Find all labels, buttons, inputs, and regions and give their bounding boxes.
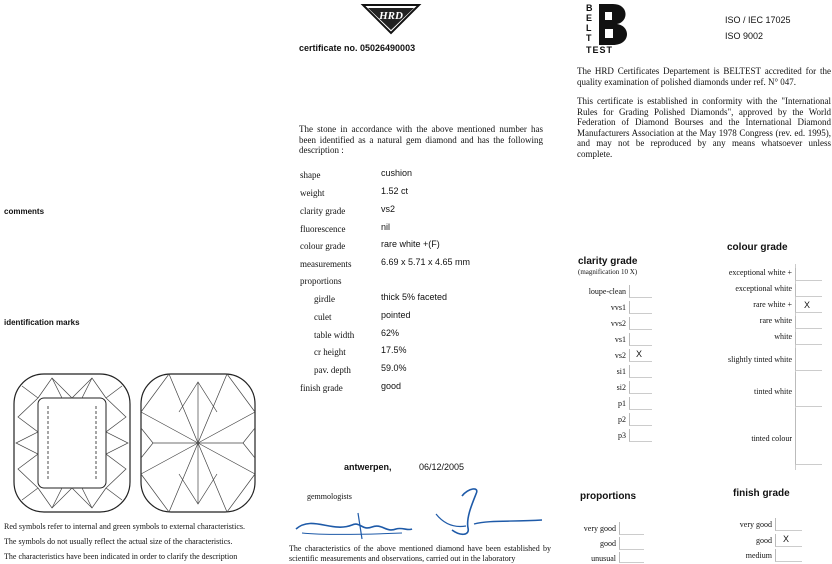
clarity-vvs2: vvs2 — [610, 319, 626, 328]
proportions-label: proportions — [300, 276, 342, 286]
beltest-e: E — [586, 13, 593, 23]
clarity-vs1: vs1 — [614, 335, 626, 344]
iso-17025: ISO / IEC 17025 — [725, 15, 791, 25]
colour-exceptional-white: exceptional white — [735, 284, 792, 293]
colour-label: colour grade — [300, 241, 346, 251]
finish-good: good — [756, 536, 772, 545]
clarity-p3: p3 — [618, 431, 626, 440]
proportions-very-good: very good — [583, 524, 616, 533]
colour-rare-white: rare white — [759, 316, 792, 325]
clarity-grade-title: clarity grade — [578, 256, 638, 267]
beltest-b: B — [586, 3, 593, 13]
crown-height-value: 17.5% — [381, 345, 407, 355]
finish-mark: X — [783, 534, 790, 544]
culet-value: pointed — [381, 310, 411, 320]
colour-box — [795, 372, 822, 407]
fluorescence-label: fluorescence — [300, 224, 346, 234]
iso-9002: ISO 9002 — [725, 31, 764, 41]
colour-box — [795, 332, 822, 345]
colour-box — [795, 348, 822, 371]
table-width-label: table width — [314, 330, 355, 340]
pavilion-depth-label: pav. depth — [314, 365, 351, 375]
place: antwerpen, — [344, 462, 392, 472]
date: 06/12/2005 — [419, 462, 465, 472]
colour-exceptional-white-plus: exceptional white + — [728, 268, 792, 277]
clarity-box — [629, 413, 652, 426]
clarity-vs2: vs2 — [614, 351, 626, 360]
proportions-unusual: unusual — [591, 554, 616, 563]
note-line-3: The characteristics have been indicated in order to clarify the description — [4, 552, 238, 561]
clarity-box — [629, 285, 652, 298]
clarity-mark: X — [636, 349, 643, 359]
proportions-box — [619, 522, 644, 535]
certificate-number: certificate no. 05026490003 — [299, 43, 416, 53]
conformity-paragraph: This certificate is established in conformity with the "International Rules for Grading Polished Diamonds", approved by the World Federation of Diamond Bourses and the International Diamond Manufacturers Association at the May 1978 Congress (rev. ed. 1995), and may not be reproduced by any means whatsoever unless complete. — [577, 96, 831, 159]
signature-1 — [292, 505, 414, 545]
clarity-si1: si1 — [616, 367, 626, 376]
measurements-label: measurements — [300, 259, 352, 269]
colour-mark: X — [804, 300, 811, 310]
finish-grade-value: good — [381, 381, 402, 391]
clarity-box — [629, 381, 652, 394]
colour-white: white — [774, 332, 792, 341]
clarity-vvs1: vvs1 — [610, 303, 626, 312]
clarity-box — [629, 317, 652, 330]
identification-marks-label: identification marks — [4, 318, 80, 327]
table-width-value: 62% — [381, 328, 400, 338]
clarity-box — [629, 301, 652, 314]
finish-box — [775, 549, 802, 562]
colour-rare-white-plus: rare white + — [753, 300, 792, 309]
culet-label: culet — [314, 312, 332, 322]
pavilion-diagram — [139, 372, 257, 514]
proportions-good: good — [600, 539, 616, 548]
clarity-p1: p1 — [618, 399, 626, 408]
clarity-box — [629, 397, 652, 410]
signature-2 — [430, 484, 546, 542]
colour-box — [795, 268, 822, 281]
weight-label: weight — [300, 188, 325, 198]
measurements-value: 6.69 x 5.71 x 4.65 mm — [381, 257, 471, 267]
clarity-box — [629, 333, 652, 346]
footer-paragraph: The characteristics of the above mentioned diamond have been established by scientific measurements and observations, carried out in the laboratory — [289, 544, 551, 563]
beltest-t: T — [586, 33, 592, 43]
note-line-2: The symbols do not usually reflect the actual size of the characteristics. — [4, 537, 233, 546]
accreditation-paragraph: The HRD Certificates Departement is BELTEST accredited for the quality examination of polished diamonds under ref. N° 047. — [577, 66, 831, 87]
clarity-label: clarity grade — [300, 206, 346, 216]
shape-value: cushion — [381, 168, 413, 178]
fluorescence-value: nil — [381, 222, 391, 232]
colour-tinted-colour: tinted colour — [751, 434, 792, 443]
hrd-logo — [360, 2, 422, 36]
weight-value: 1.52 ct — [381, 186, 409, 196]
proportions-box — [619, 537, 644, 550]
finish-grade-title: finish grade — [733, 488, 790, 499]
beltest-logo — [583, 3, 633, 55]
comments-label: comments — [4, 207, 45, 216]
colour-slightly-tinted-white: slightly tinted white — [728, 355, 792, 364]
colour-grade-title: colour grade — [727, 242, 788, 253]
girdle-value: thick 5% faceted — [381, 292, 448, 302]
gemmologists-label: gemmologists — [307, 492, 352, 501]
clarity-grade-subtitle: (magnification 10 X) — [578, 268, 638, 276]
colour-box — [795, 316, 822, 329]
girdle-label: girdle — [314, 294, 335, 304]
colour-box — [795, 408, 822, 465]
clarity-value: vs2 — [381, 204, 396, 214]
finish-very-good: very good — [739, 520, 772, 529]
colour-box — [795, 284, 822, 297]
clarity-p2: p2 — [618, 415, 626, 424]
finish-grade-label: finish grade — [300, 383, 343, 393]
note-line-1: Red symbols refer to internal and green symbols to external characteristics. — [4, 522, 246, 531]
clarity-loupe-clean: loupe-clean — [588, 287, 626, 296]
shape-label: shape — [300, 170, 321, 180]
intro-paragraph: The stone in accordance with the above mentioned number has been identified as a natural gem diamond and has the following description : — [299, 124, 543, 155]
finish-medium: medium — [745, 551, 772, 560]
proportions-box — [619, 552, 644, 563]
beltest-l: L — [586, 23, 592, 33]
pavilion-depth-value: 59.0% — [381, 363, 407, 373]
colour-value: rare white +(F) — [381, 239, 440, 249]
beltest-bottom: TEST — [586, 45, 614, 55]
clarity-box — [629, 429, 652, 442]
svg-text:HRD: HRD — [379, 10, 403, 22]
proportions-title: proportions — [580, 491, 637, 502]
crown-diagram — [12, 372, 132, 514]
clarity-box — [629, 365, 652, 378]
crown-height-label: cr height — [314, 347, 346, 357]
clarity-si2: si2 — [616, 383, 626, 392]
finish-box — [775, 518, 802, 531]
colour-tinted-white: tinted white — [754, 387, 792, 396]
